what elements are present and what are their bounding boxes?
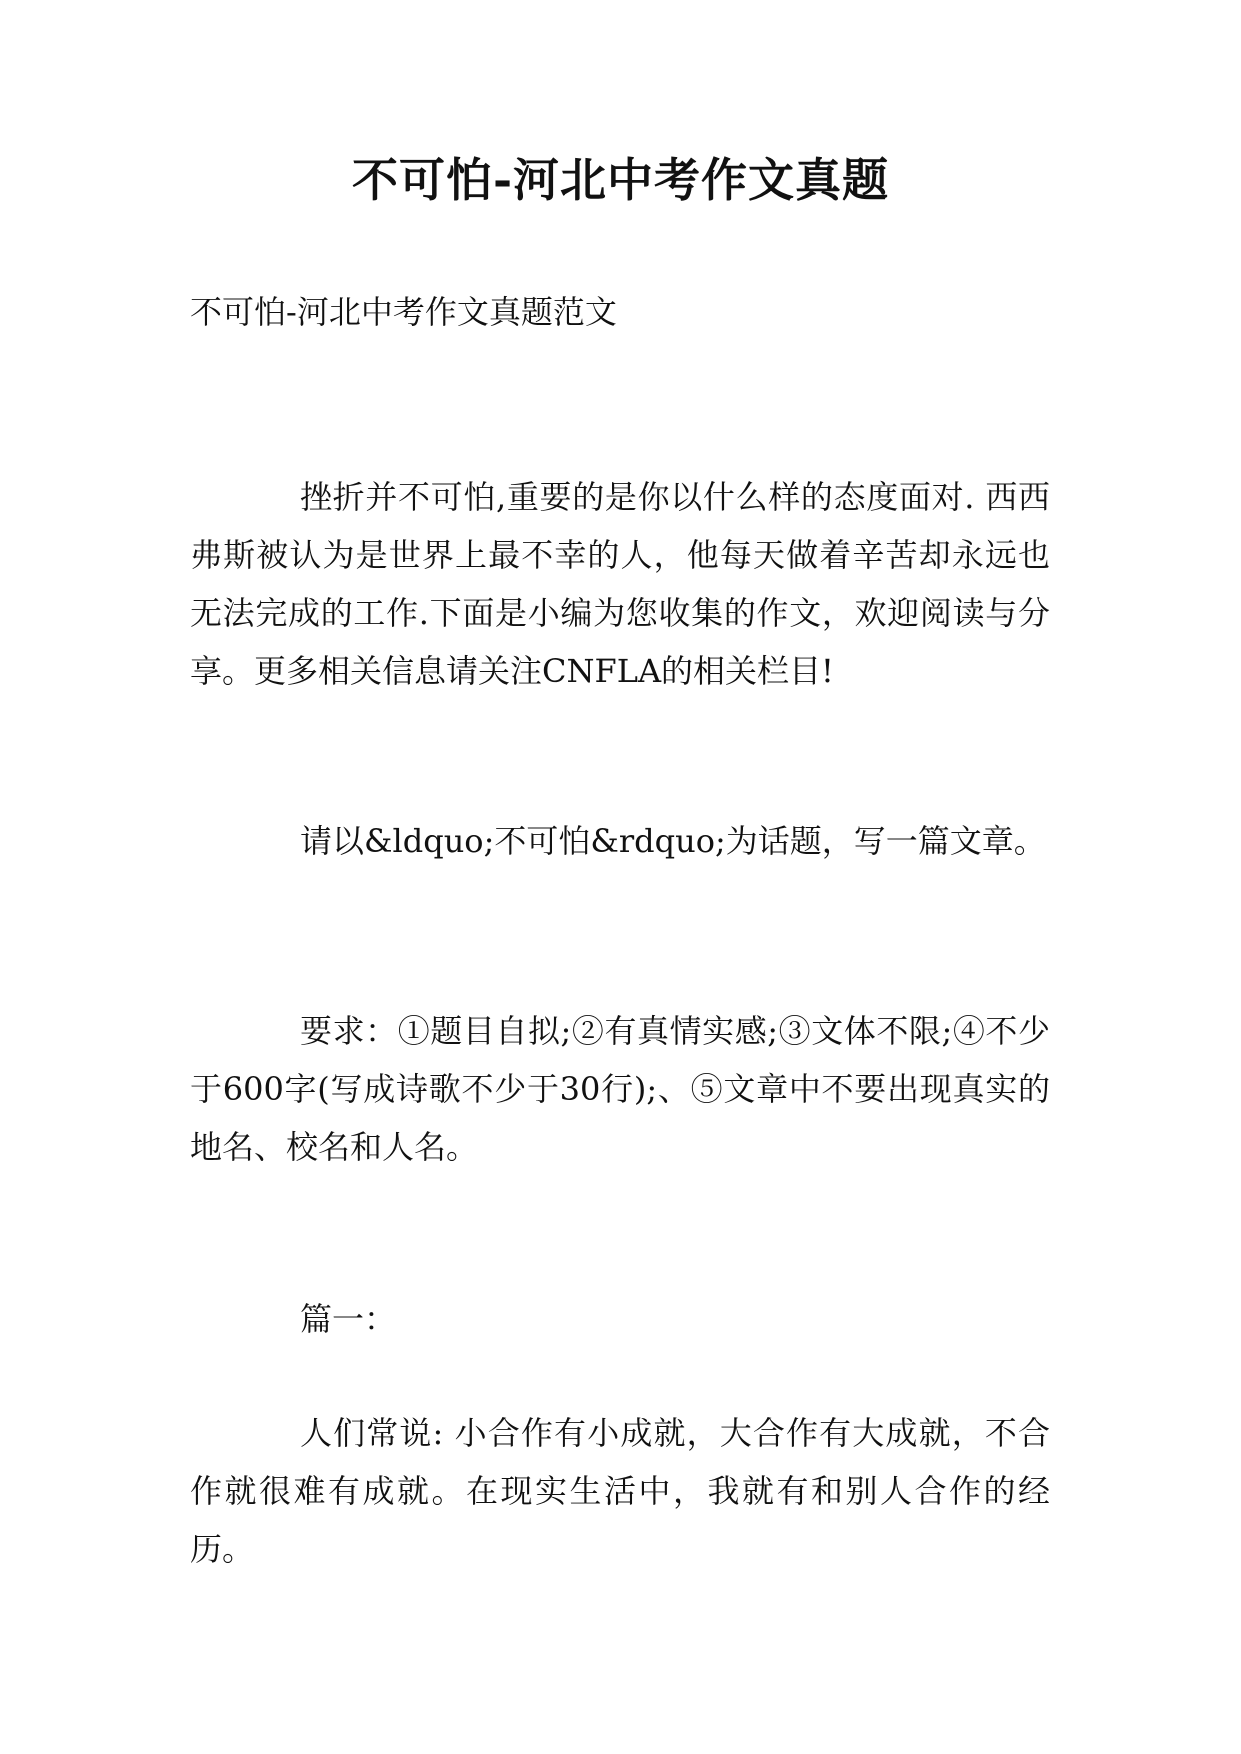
intro-paragraph: 挫折并不可怕,重要的是你以什么样的态度面对. 西西弗斯被认为是世界上最不幸的人，他每天做着辛苦却永远也无法完成的工作.下面是小编为您收集的作文，欢迎阅读与分享。更多相关信息请关注CNFLA的相关栏目! [190,478,1050,690]
essay-heading: 篇一： [300,1300,397,1338]
requirements-paragraph: 要求：①题目自拟;②有真情实感;③文体不限;④不少于600字(写成诗歌不少于30行);、⑤文章中不要出现真实的地名、校名和人名。 [190,1012,1050,1166]
prompt-paragraph: 请以&ldquo;不可怕&rdquo;为话题，写一篇文章。 [300,822,1046,860]
document-subtitle: 不可怕-河北中考作文真题范文 [190,293,617,331]
essay-paragraph: 人们常说: 小合作有小成就，大合作有大成就，不合作就很难有成就。在现实生活中，我就有和别人合作的经历。 [190,1414,1050,1568]
document-title: 不可怕-河北中考作文真题 [351,153,890,207]
